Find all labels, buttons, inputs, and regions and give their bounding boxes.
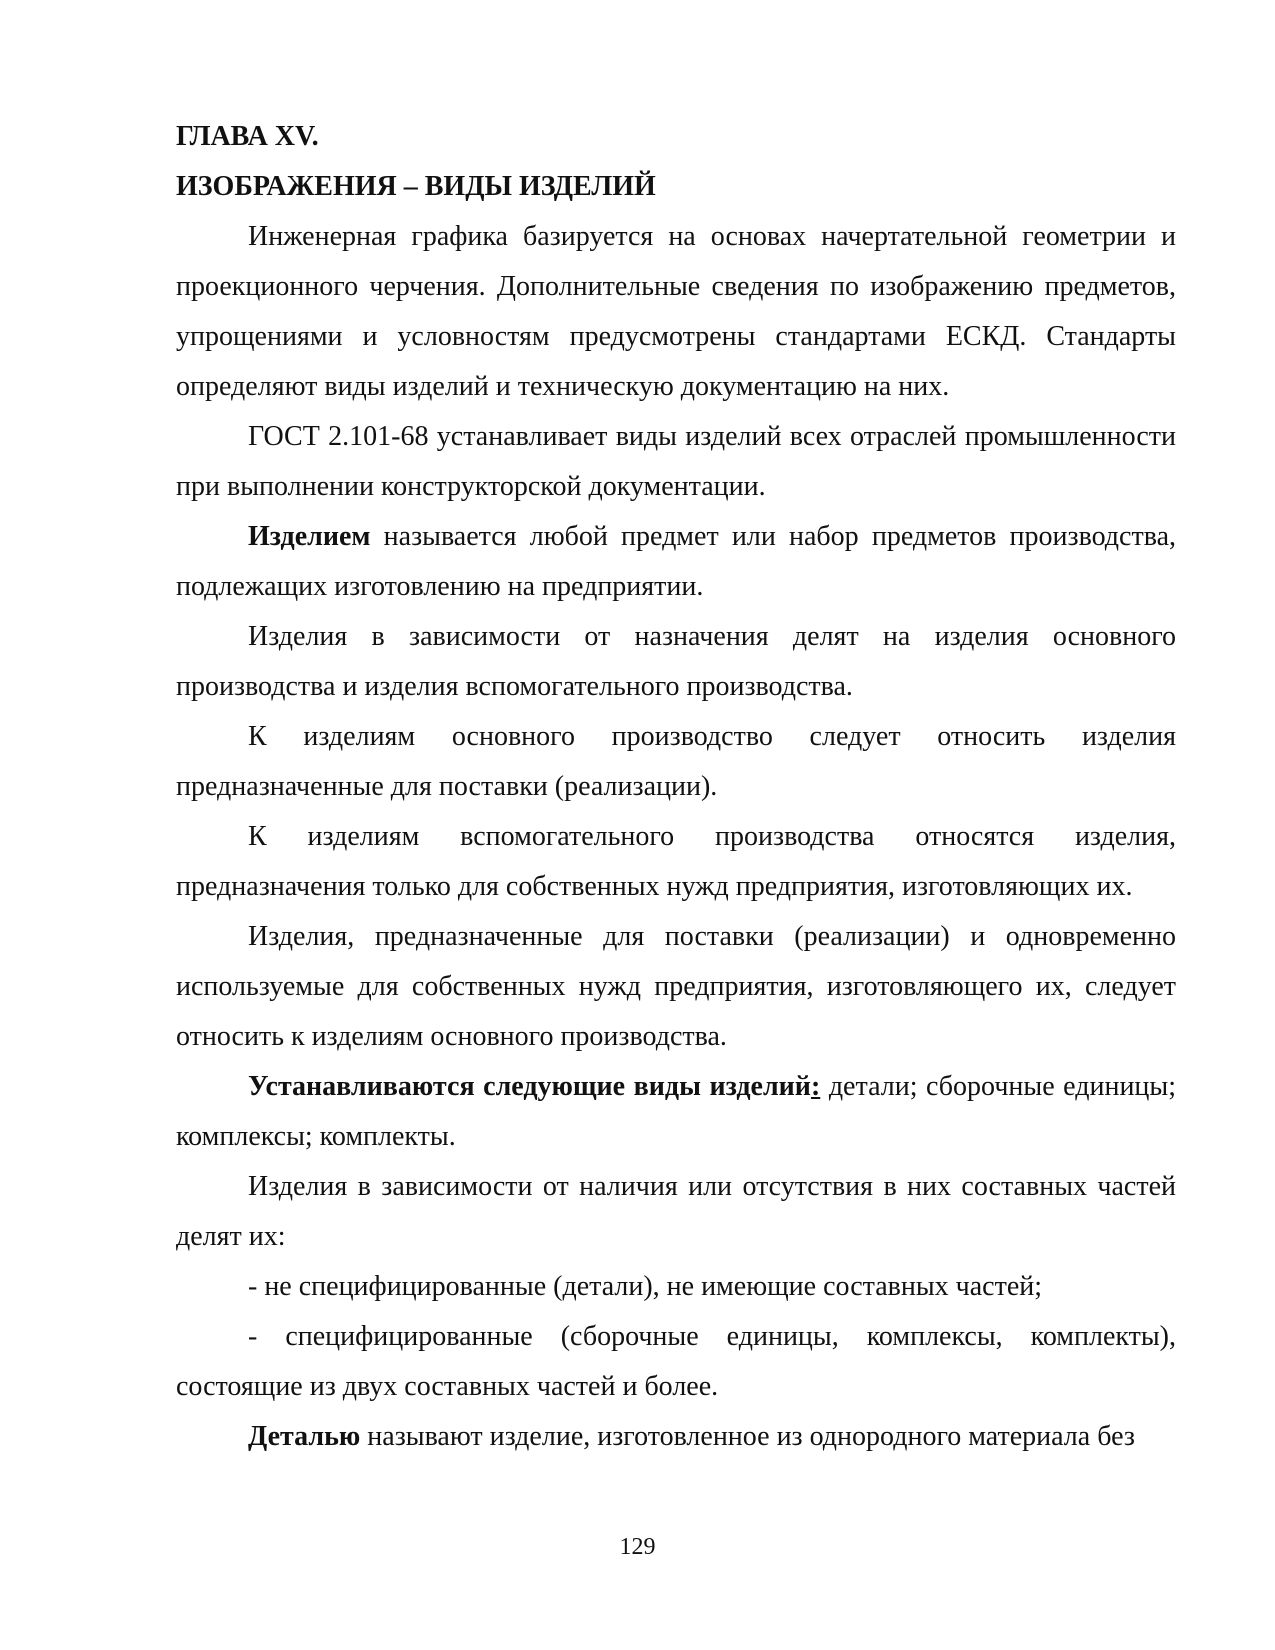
paragraph-5: К изделиям основного производство следует относить изделия предназначенные для поставки (реализации). (176, 721, 1176, 802)
term-vidy-izdeliy: Устанавливаются следующие виды изделий (248, 1071, 811, 1102)
underlined-colon: : (810, 1071, 821, 1102)
chapter-title: ИЗОБРАЖЕНИЯ – ВИДЫ ИЗДЕЛИЙ (176, 171, 656, 202)
paragraph-2: ГОСТ 2.101-68 устанавливает виды изделий всех отраслей промышленности при выполнении конструкторской документации. (176, 421, 1176, 502)
page-number: 129 (619, 1534, 656, 1560)
chapter-label: ГЛАВА XV. (176, 121, 319, 152)
paragraph-11: - специфицированные (сборочные единицы, комплексы, комплекты), состоящие из двух составных частей и более. (176, 1321, 1176, 1402)
page-content (176, 112, 1176, 1462)
paragraph-8: Устанавливаются следующие виды изделий: детали; сборочные единицы; комплексы; комплекты. (176, 1071, 1177, 1152)
paragraph-7: Изделия, предназначенные для поставки (реализации) и одновременно используемые для собственных нужд предприятия, изготовляющего их, следует относить к изделиям основного производства. (176, 921, 1176, 1052)
paragraph-4: Изделия в зависимости от назначения делят на изделия основного производства и изделия вспомогательного производства. (176, 621, 1176, 702)
paragraph-3: Изделием называется любой предмет или набор предметов производства, подлежащих изготовлению на предприятии. (176, 521, 1176, 602)
paragraph-1: Инженерная графика базируется на основах начертательной геометрии и проекционного черчения. Дополнительные сведения по изображению предметов, упрощениями и условностям предусмотрены стандартами ЕСКД. Стандарты определяют виды изделий и техническую документацию на них. (176, 221, 1176, 402)
term-izdelie: Изделием (248, 521, 371, 552)
paragraph-10: - не специфицированные (детали), не имеющие составных частей; (248, 1271, 1043, 1302)
paragraph-9: Изделия в зависимости от наличия или отсутствия в них составных частей делят их: (176, 1171, 1176, 1252)
paragraph-6: К изделиям вспомогательного производства относятся изделия, предназначения только для собственных нужд предприятия, изготовляющих их. (176, 821, 1176, 902)
term-detal: Деталью (248, 1421, 361, 1452)
paragraph-12: Деталью называют изделие, изготовленное из однородного материала без (248, 1421, 1135, 1452)
